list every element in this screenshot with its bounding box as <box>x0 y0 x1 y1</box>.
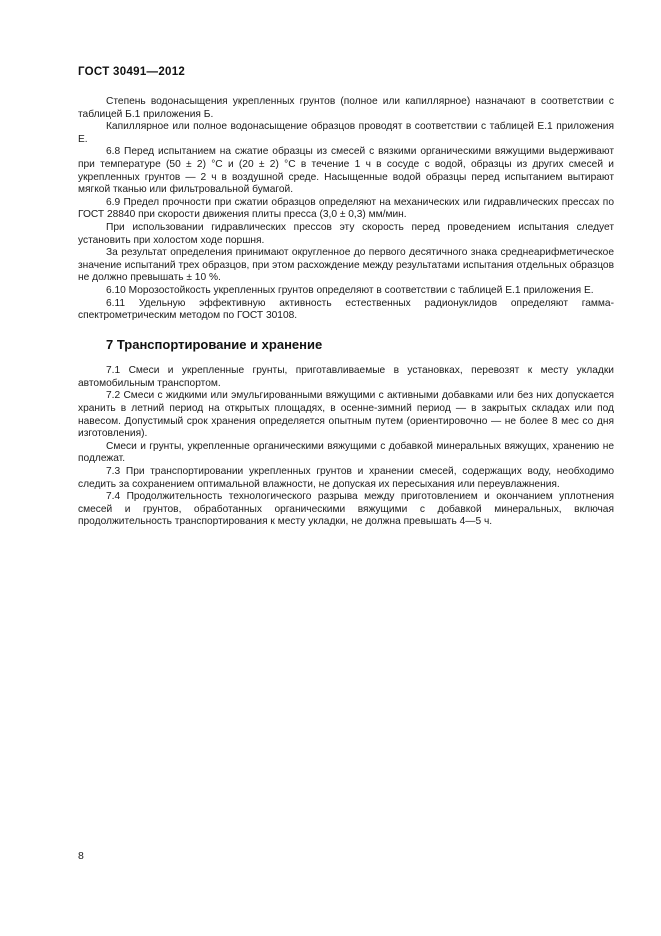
paragraph-clause-7-3: 7.3 При транспортировании укрепленных грунтов и хранении смесей, содержащих воду, необходимо следить за сохранением оптимальной влажности, не допуская их пересыхания или переувлажнения. <box>78 466 614 490</box>
paragraph-clause-7-2: 7.2 Смеси с жидкими или эмульгированными вяжущими с активными добавками или без них допускается хранить в летний период на открытых площадях, в осенне-зимний период — в закрытых складах или под навесом. Допустимый срок хранения определяется опытным путем (ориентировочно — не более 8 мес со дня изготовления). <box>78 390 614 440</box>
paragraph-clause-6-9: 6.9 Предел прочности при сжатии образцов определяют на механических или гидравлических прессах по ГОСТ 28840 при скорости движения плиты пресса (3,0 ± 0,3) мм/мин. <box>78 196 614 221</box>
document-header: ГОСТ 30491—2012 <box>78 66 186 78</box>
paragraph: Смеси и грунты, укрепленные органическими вяжущими с добавкой минеральных вяжущих, хранению не подлежат. <box>78 440 614 465</box>
paragraph-clause-7-1: 7.1 Смеси и укрепленные грунты, приготавливаемые в установках, перевозят к месту укладки автомобильным транспортом. <box>78 365 614 389</box>
paragraph: При использовании гидравлических прессов эту скорость перед проведением испытания следует установить при холостом ходе поршня. <box>78 221 614 246</box>
paragraph-clause-7-4: 7.4 Продолжительность технологического разрыва между приготовлением и окончанием уплотнения смесей и грунтов, обработанных органическими вяжущими с добавкой минеральных, включая продолжительность транспортирования к месту укладки, не должна превышать 4—5 ч. <box>78 491 614 528</box>
paragraph-clause-6-11: 6.11 Удельную эффективную активность естественных радионуклидов определяют гамма-спектрометрическим методом по ГОСТ 30108. <box>78 297 614 322</box>
paragraph-clause-6-10: 6.10 Морозостойкость укрепленных грунтов определяют в соответствии с таблицей Е.1 приложения Е. <box>106 284 594 296</box>
paragraph-clause-6-8: 6.8 Перед испытанием на сжатие образцы из смесей с вязкими органическими вяжущими выдерживают при температуре (50 ± 2) °С и (20 ± 2) °С в течение 1 ч в сосуде с водой, образцы из других смесей и укрепленных грунтов — 2 ч в воздушной среде. Насыщенные водой образцы перед испытанием вытирают мягкой тканью или фильтровальной бумагой. <box>78 146 614 196</box>
paragraph: Капиллярное или полное водонасыщение образцов проводят в соответствии с таблицей Е.1 приложения Е. <box>78 121 614 145</box>
page-number: 8 <box>78 850 84 862</box>
paragraph: За результат определения принимают округленное до первого десятичного знака среднеарифметическое значение испытаний трех образцов, при этом расхождение между результатами испытания отдельных образцов не должно превышать ± 10 %. <box>78 247 614 284</box>
section-heading: 7 Транспортирование и хранение <box>106 336 323 352</box>
paragraph: Степень водонасыщения укрепленных грунтов (полное или капиллярное) назначают в соответствии с таблицей Б.1 приложения Б. <box>78 96 614 120</box>
document-body <box>78 96 614 529</box>
